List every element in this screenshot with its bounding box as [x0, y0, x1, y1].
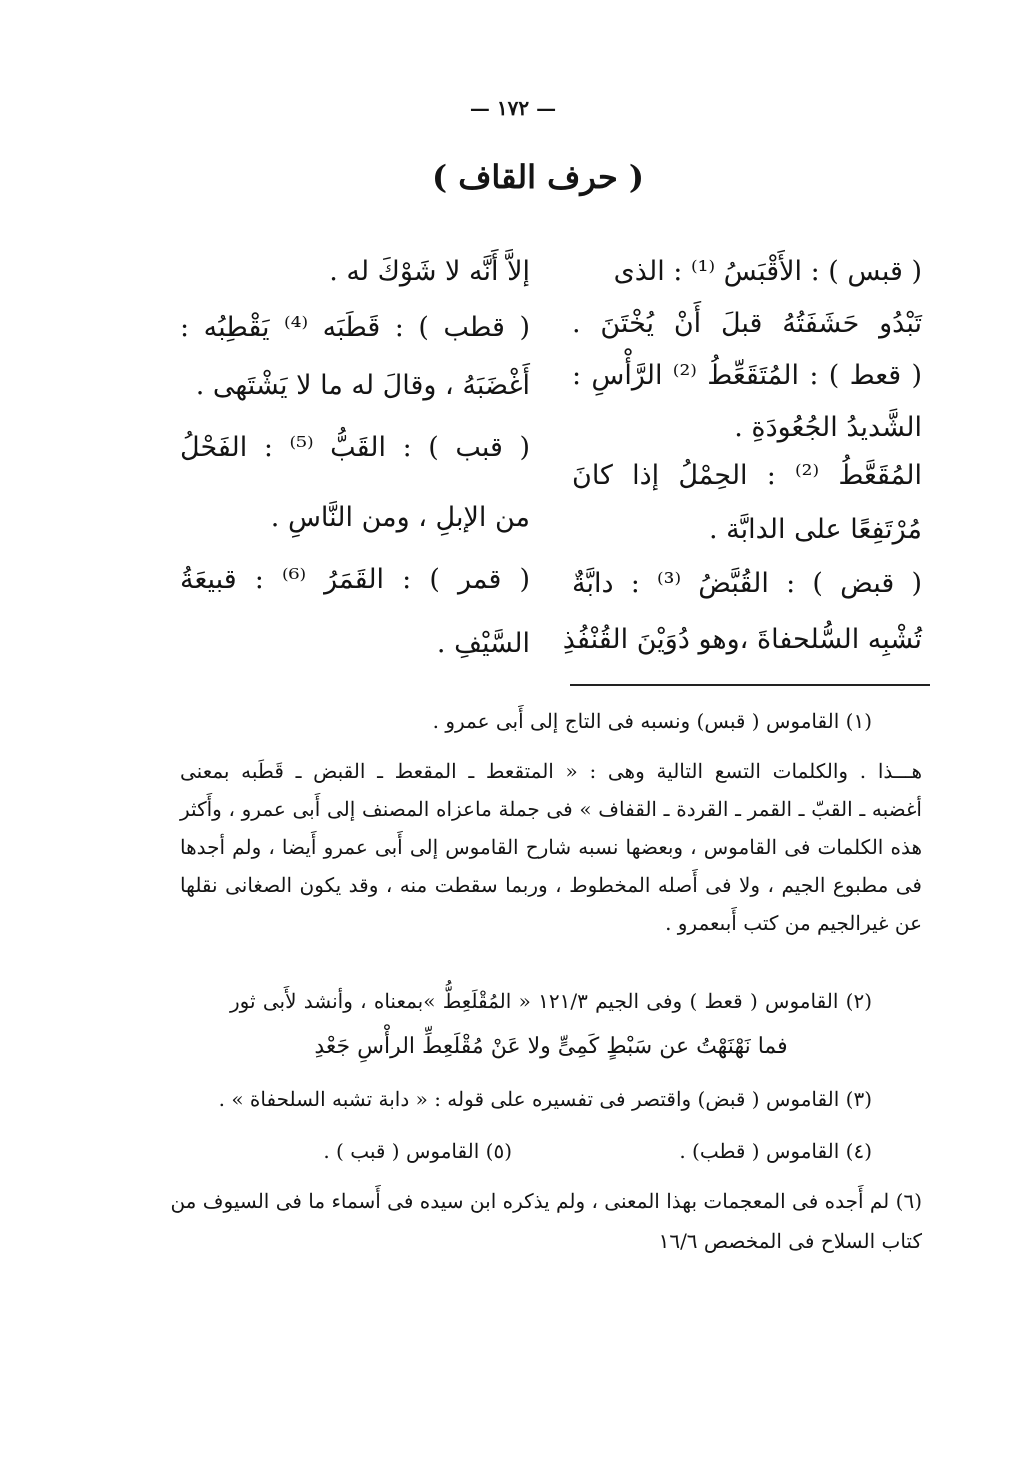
- footnote-2: (٢) القاموس ( قعط ) وفى الجيم ١٢١/٣ « المُقْلَعِطُّ »بمعناه ، وأنشد لأَبى ثور: [230, 989, 873, 1013]
- footnote-3: (٣) القاموس ( قبض) واقتصر فى تفسيره على قوله : « دابة تشبه السلحفاة » .: [218, 1087, 872, 1111]
- entry-qbd-line2: تُشْبِه السُّلحفاةَ ،وهو دُوَيْنَ القُنْفُذِ: [562, 624, 922, 655]
- footnote-4: (٤) القاموس ( قطب) .: [679, 1139, 872, 1163]
- entry-qmr-line2: السَّيْفِ .: [436, 628, 530, 659]
- entry-muqaat-line1: المُقَعَّطُ ⁽²⁾ : الحِمْلُ إذا كانَ: [572, 460, 922, 491]
- entry-qbs-line1: ( قبس ) : الأَقْبَسُ ⁽¹⁾ : الذى: [613, 256, 922, 287]
- footnote-1-note-line: عن غيرالجيم من كتب أَبىعمرو .: [665, 911, 922, 935]
- footnote-5: (٥) القاموس ( قبب ) .: [323, 1139, 512, 1163]
- entry-qtb-line2: أَغْضَبَهُ ، وقالَ له ما لا يَشْتَهى .: [195, 370, 530, 401]
- section-title: ( حرف القاف ): [431, 158, 645, 196]
- page-number: — ١٧٢ —: [469, 96, 557, 120]
- entry-qbs-continuation: إلاَّ أَنَّه لا شَوْكَ له .: [329, 256, 530, 287]
- footnote-6: [170, 1186, 922, 1256]
- footnote-1-note-line: هذه الكلمات فى القاموس ، وبعضها نسبه شارح القاموس إلى أَبى عمرو أَيضا ، ولم أجدها: [180, 835, 922, 859]
- footnote-1-note-line: فى مطبوع الجيم ، ولا فى أَصله المخطوط ، وربما سقطت منه ، وقد يكون الصغانى نقلها: [180, 873, 922, 897]
- footnote-6-line: (٦) لم أَجده فى المعجمات بهذا المعنى ، ولم يذكره ابن سيده فى أَسماء ما فى السيوف من: [170, 1189, 922, 1213]
- entry-muqaat-line2: مُرْتَفِعًا على الدابَّة .: [708, 514, 922, 545]
- footnote-1-note-line: هـــذا . والكلمات التسع التالية وهى : « المتقعط ـ المقعط ـ القبض ـ قَطَبه بمعنى: [180, 759, 922, 783]
- entry-qbs-line2: تَبْدُو حَشَفَتُهُ قبلَ أَنْ يُخْتَنَ .: [572, 308, 922, 339]
- entry-qat-line1: ( قعط ) : المُتَقَعِّطُ ⁽²⁾ الرَّأْسِ :: [572, 360, 922, 391]
- footnote-6-line: كتاب السلاح فى المخصص ١٦/٦: [658, 1229, 922, 1253]
- footnote-divider: [570, 684, 930, 686]
- entry-qbb-line1: ( قبب ) : القَبُّ ⁽⁵⁾ : الفَحْلُ: [180, 432, 530, 463]
- footnote-2-verse: فما نَهْنَهْتُ عن سَبْطٍ كَمِىٍّ ولا عَنْ مُقْلَعِطِّ الرأْسِ جَعْدِ: [314, 1034, 788, 1059]
- footnote-1: (١) القاموس ( قبس) ونسبه فى التاج إلى أَبى عمرو .: [432, 709, 872, 733]
- entry-qbd-line1: ( قبض ) : القُبَّضُ ⁽³⁾ : دابَّةٌ: [572, 568, 922, 599]
- entry-qat-line2: الشَّديدُ الجُعُودَةِ .: [734, 412, 922, 443]
- footnote-1-note: [180, 756, 922, 938]
- entry-qbb-line2: من الإبلِ ، ومن النَّاسِ .: [270, 502, 530, 533]
- footnote-1-note-line: أغضبه ـ القبّ ـ القمر ـ القردة ـ القفاف » فى جملة ماعزاه المصنف إلى أَبى عمرو ، وأَكثر: [180, 797, 922, 821]
- entry-qtb-line1: ( قطب ) : قَطَبَه ⁽⁴⁾ يَقْطِبُه :: [180, 312, 530, 343]
- entry-qmr-line1: ( قمر ) : القَمَرُ ⁽⁶⁾ : قبيعَةُ: [180, 564, 530, 595]
